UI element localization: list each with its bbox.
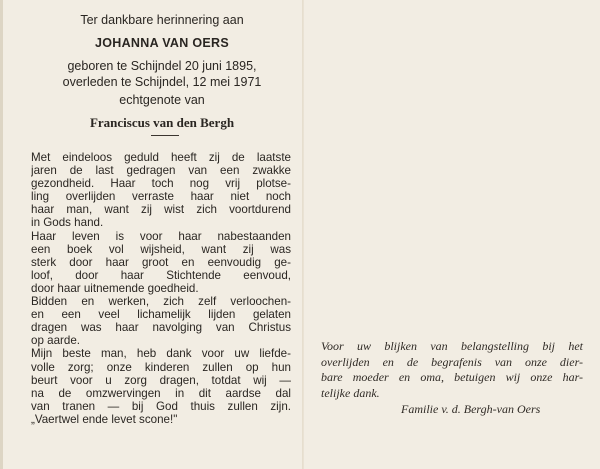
text-line: haar man, want zij wist zich voortdurend bbox=[31, 203, 291, 217]
text-line: sterk door haar groot en eenvoudig ge- bbox=[31, 255, 291, 269]
text-line: Haar leven is voor haar nabestaanden bbox=[31, 229, 291, 243]
text-line: beurt voor u zorg dragen, totdat wij — bbox=[31, 373, 291, 387]
text-line: „Vaertwel ende levet scone!" bbox=[31, 412, 178, 426]
text-line: dragen was haar navolging van Christus bbox=[31, 321, 291, 335]
text-line: gezondheid. Haar toch nog vrij plotse- bbox=[31, 177, 291, 191]
deceased-name: JOHANNA VAN OERS bbox=[95, 36, 229, 50]
text-line: en een veel lichamelijk lijden gelaten bbox=[31, 308, 291, 322]
left-panel bbox=[31, 0, 293, 469]
text-line: op aarde. bbox=[31, 334, 80, 348]
text-line: in Gods hand. bbox=[31, 216, 104, 230]
text-line: van tranen — bij God thuis zullen zijn. bbox=[31, 399, 291, 413]
spouse-name: Franciscus van den Bergh bbox=[89, 115, 235, 130]
text-line: jaren de last gedragen van een zwakke bbox=[31, 164, 291, 178]
spouse-intro: echtgenote van bbox=[119, 93, 205, 107]
thanks-line: bare moeder en oma, betuigen wij onze har- bbox=[321, 370, 583, 384]
family-signature: Familie v. d. Bergh-van Oers bbox=[401, 402, 541, 416]
text-line: Mijn beste man, heb dank voor uw liefde- bbox=[31, 347, 291, 361]
text-line: volle zorg; onze kinderen zullen op hun bbox=[31, 360, 291, 374]
text-line: door haar uitnemende goedheid. bbox=[31, 281, 199, 295]
text-line: na de omzwervingen in dit aardse dal bbox=[31, 386, 291, 400]
thanks-line: overlijden en de begrafenis van onze dier- bbox=[321, 354, 583, 369]
intro-line: Ter dankbare herinnering aan bbox=[80, 13, 244, 27]
memorial-text bbox=[31, 151, 291, 426]
thanks-line: telijke dank. bbox=[321, 385, 380, 400]
text-line: ling overlijden verraste haar niet noch bbox=[31, 190, 291, 204]
birth-line: geboren te Schijndel 20 juni 1895, bbox=[67, 59, 257, 73]
thanks-line: Voor uw blijken van belangstelling bij het bbox=[321, 339, 583, 353]
death-line: overleden te Schijndel, 12 mei 1971 bbox=[62, 75, 262, 89]
text-line: Bidden en werken, zich zelf verloochen- bbox=[31, 295, 291, 309]
card-fold bbox=[302, 0, 304, 469]
text-line: Met eindeloos geduld heeft zij de laatste bbox=[31, 151, 291, 164]
divider bbox=[151, 135, 179, 136]
text-line: loof, door haar Stichtende eenvoud, bbox=[31, 268, 291, 282]
right-panel bbox=[321, 339, 583, 416]
text-line: een boek vol wijsheid, want zij was bbox=[31, 242, 291, 256]
